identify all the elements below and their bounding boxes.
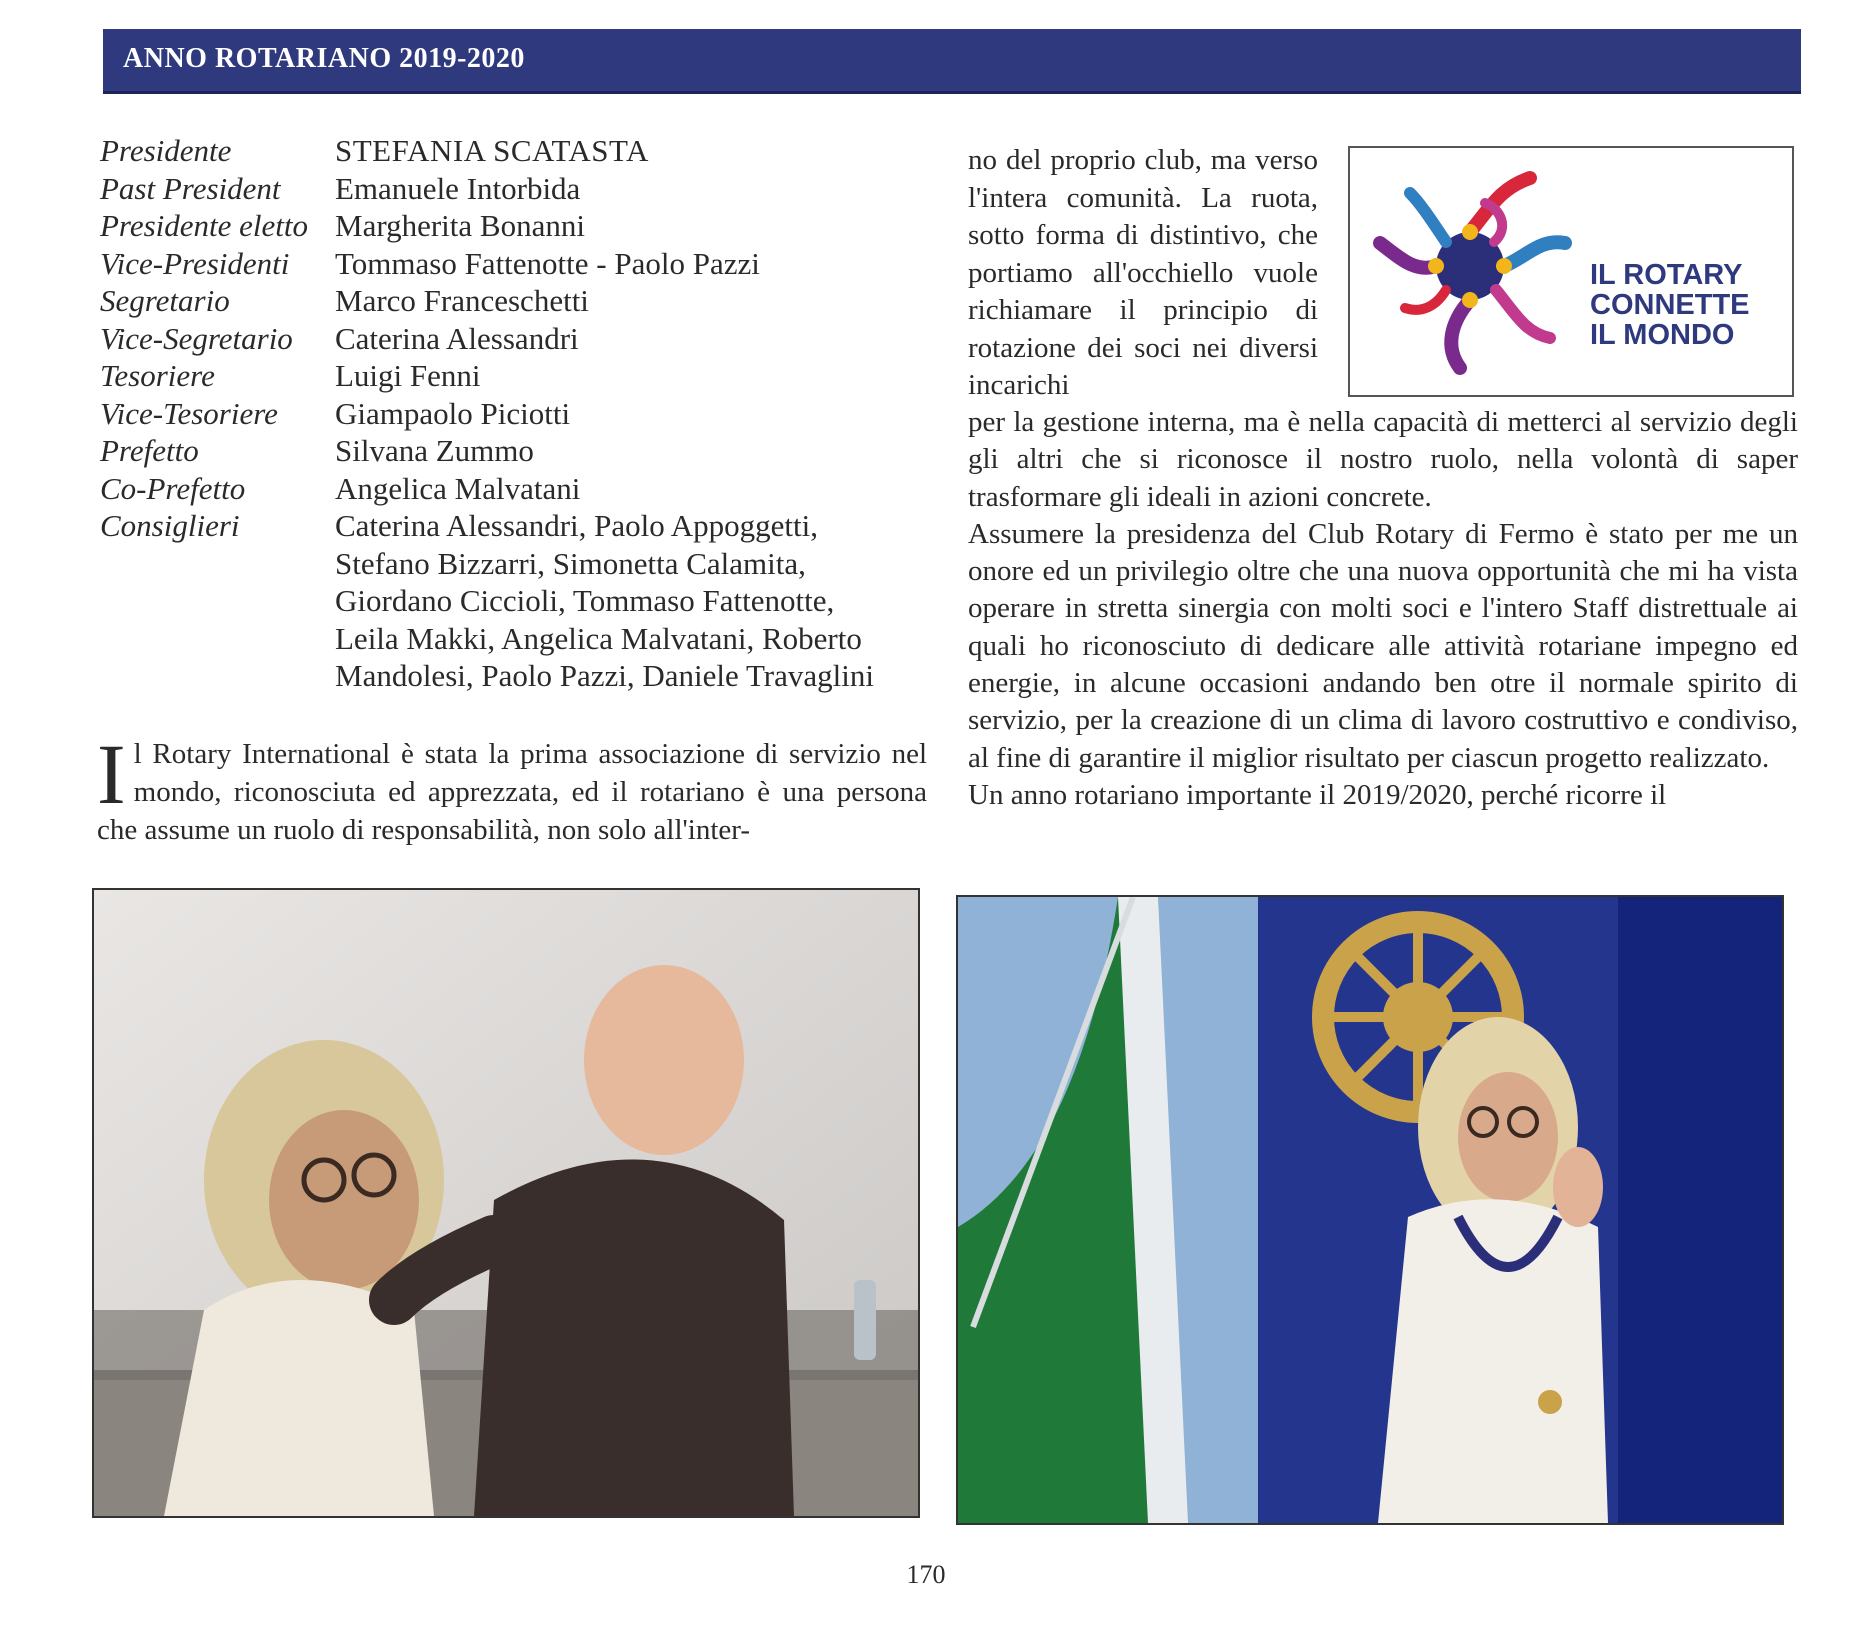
continuation-paragraph: per la gestione interna, ma è nella capacità di metterci al servizio degli gli altri che si riconosce il nostro ruolo, nella volontà di saper trasformare gli ideali in azioni concrete.: [968, 406, 1798, 513]
officer-name: Tommaso Fattenotte - Paolo Pazzi: [335, 245, 760, 281]
consiglieri-names: [335, 507, 920, 695]
logo-line: IL ROTARY: [1590, 259, 1743, 291]
officer-name: Luigi Fenni: [335, 358, 481, 393]
right-column-top-text: no del proprio club, ma verso l'intera comunità. La ruota, sotto forma di distintivo, che portiamo all'occhiello vuole richiamare il principio di rotazione dei soci nei diversi incarichi: [968, 144, 1318, 401]
officer-name: Giampaolo Piciotti: [335, 395, 571, 431]
officer-row: [100, 245, 920, 283]
logo-line: IL MONDO: [1590, 319, 1735, 351]
section-title: ANNO ROTARIANO 2019-2020: [123, 43, 525, 74]
officer-row: [100, 395, 920, 433]
consiglieri-line: Mandolesi, Paolo Pazzi, Daniele Travaglini: [335, 658, 874, 693]
officer-row: [100, 282, 920, 320]
officers-list: [100, 132, 920, 695]
photo-collar-ceremony-image: [94, 890, 918, 1516]
section-header-bar: [103, 29, 1801, 94]
consiglieri-row: [100, 507, 920, 695]
photo-president-banner-image: [958, 897, 1782, 1523]
consiglieri-role: Consiglieri: [100, 508, 240, 543]
body-paragraph: Un anno rotariano importante il 2019/2020, perché ricorre il: [968, 778, 1667, 811]
rotary-logo-box: [1348, 146, 1794, 397]
logo-line: CONNETTE: [1590, 289, 1750, 321]
photo-collar-ceremony: [92, 888, 920, 1518]
photo-president-banner: [956, 895, 1784, 1525]
consiglieri-line: Stefano Bizzarri, Simonetta Calamita,: [335, 545, 806, 581]
consiglieri-line: Caterina Alessandri, Paolo Appoggetti,: [335, 508, 819, 543]
officer-row: [100, 207, 920, 245]
right-column-body: [968, 404, 1798, 814]
officer-name: STEFANIA SCATASTA: [335, 133, 649, 168]
officer-role: Segretario: [100, 283, 230, 318]
officer-role: Presidente eletto: [100, 208, 309, 243]
officer-name: Angelica Malvatani: [335, 470, 581, 506]
intro-paragraph: [97, 726, 927, 849]
officer-row: [100, 470, 920, 508]
rotary-connects-icon: [1350, 148, 1590, 393]
officer-row: [100, 432, 920, 470]
officer-name: Emanuele Intorbida: [335, 170, 581, 206]
officer-name: Margherita Bonanni: [335, 208, 585, 243]
officer-role: Co-Prefetto: [100, 470, 246, 506]
consiglieri-line: Leila Makki, Angelica Malvatani, Roberto: [335, 620, 862, 656]
officer-role: Presidente: [100, 133, 232, 168]
officer-row: [100, 170, 920, 208]
officer-name: Marco Franceschetti: [335, 283, 589, 318]
officer-name: Silvana Zummo: [335, 433, 534, 468]
officer-role: Vice-Tesoriere: [100, 395, 278, 431]
officer-role: Vice-Presidenti: [100, 245, 290, 281]
officer-row: [100, 132, 920, 170]
officer-role: Prefetto: [100, 433, 199, 468]
officer-name: Caterina Alessandri: [335, 320, 579, 356]
officer-role: Vice-Segretario: [100, 320, 293, 356]
logo-text: [1590, 260, 1750, 350]
drop-cap: I: [97, 726, 126, 822]
officer-role: Tesoriere: [100, 358, 215, 393]
page-number: 170: [906, 1560, 946, 1589]
body-paragraph: Assumere la presidenza del Club Rotary di Fermo è stato per me un onore ed un privilegio oltre che una nuova opportunità che mi ha vista operare in stretta sinergia con molti soci e l'intero Staff distrettuale ai quali ho riconosciuto di dedicare alle attività rotariane impegno ed energie, in alcune occasioni andando ben otre il normale spirito di servizio, per la creazione di un clima di lavoro costruttivo e condiviso, al fine di garantire il miglior risultato per ciascun progetto realizzato.: [968, 517, 1798, 774]
officer-row: [100, 357, 920, 395]
officer-row: [100, 320, 920, 358]
intro-text: l Rotary International è stata la prima associazione di servizio nel mondo, riconosciuta ed apprezzata, ed il rotariano è una persona che assume un ruolo di responsabilità, non solo all'inter-: [97, 738, 927, 846]
consiglieri-line: Giordano Ciccioli, Tommaso Fattenotte,: [335, 583, 835, 618]
officer-role: Past President: [100, 170, 281, 206]
